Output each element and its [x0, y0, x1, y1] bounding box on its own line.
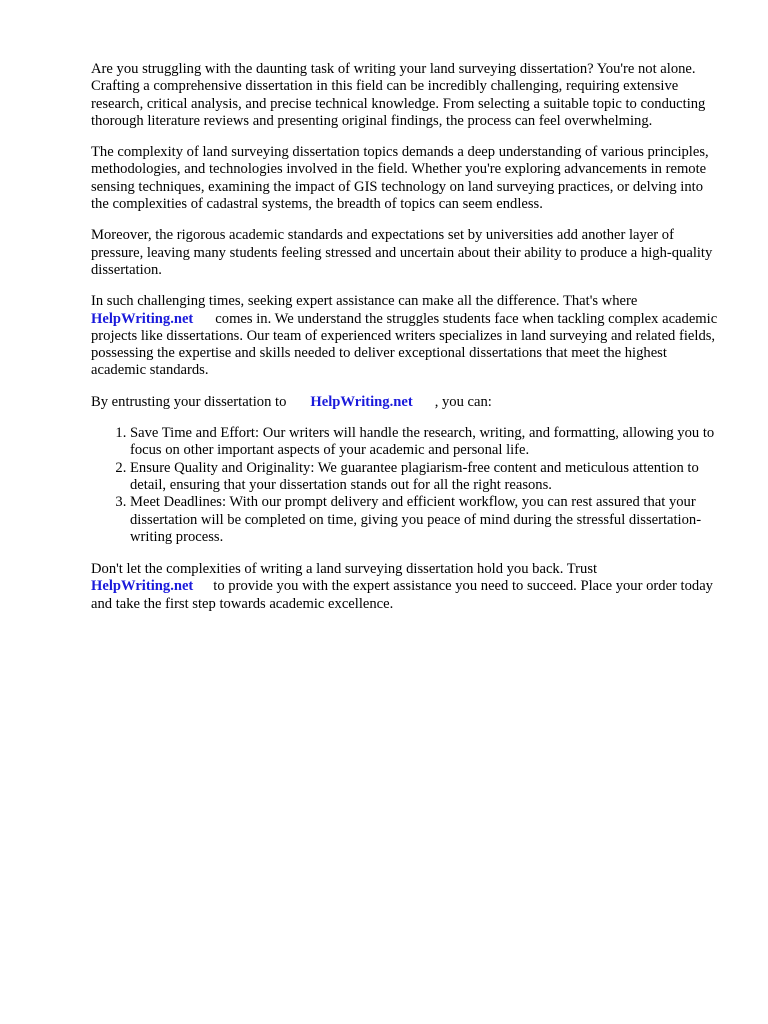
standards-paragraph: Moreover, the rigorous academic standards and expectations set by universities add another layer of pressure, leaving many students feeling stressed and uncertain about their ability to produce a high-quality dissertation. [91, 227, 713, 278]
closing-text-before: Don't let the complexities of writing a land surveying dissertation hold you back. Trust [91, 561, 598, 578]
helpwriting-link[interactable]: HelpWriting.net [310, 393, 413, 410]
benefit-item: 1. Save Time and Effort: Our writers will handle the research, writing, and formatting, allowing you to focus on other important aspects of your academic and personal life. [130, 425, 721, 460]
assistance-paragraph [91, 293, 721, 379]
benefit-item: 3. Meet Deadlines: With our prompt delivery and efficient workflow, you can rest assured that your dissertation will be completed on time, giving you peace of mind during the stressful dissertation-writing process. [130, 494, 721, 546]
helpwriting-link[interactable]: HelpWriting.net [91, 310, 194, 327]
helpwriting-link[interactable]: HelpWriting.net [91, 578, 194, 595]
complexity-paragraph: The complexity of land surveying dissertation topics demands a deep understanding of various principles, methodologies, and technologies involved in the field. Whether you're exploring advancements in remote sensing techniques, examining the impact of GIS technology on land surveying practices, or delving into the complexities of cadastral systems, the breadth of topics can seem endless. [91, 144, 709, 213]
intro-paragraph: Are you struggling with the daunting task of writing your land surveying dissertation? You're not alone. Crafting a comprehensive dissertation in this field can be incredibly challenging, requiring extensive research, critical analysis, and precise technical knowledge. From selecting a suitable topic to conducting thorough literature reviews and presenting original findings, the process can feel overwhelming. [91, 61, 706, 129]
benefit-item: 2. Ensure Quality and Originality: We guarantee plagiarism-free content and meticulous attention to detail, ensuring that your dissertation stands out for all the right reasons. [130, 460, 721, 495]
document-body [91, 61, 721, 627]
entrust-text-before: By entrusting your dissertation to [91, 393, 287, 410]
benefits-list [91, 425, 721, 546]
entrust-text-after: , you can: [434, 393, 492, 410]
closing-text-after: to provide you with the expert assistance you need to succeed. Place your order today and take the first step towards academic excellence. [91, 578, 713, 612]
entrust-paragraph [91, 394, 721, 411]
assistance-text-before: In such challenging times, seeking expert assistance can make all the difference. That's where [91, 293, 638, 310]
closing-paragraph [91, 561, 721, 613]
assistance-text-after: comes in. We understand the struggles students face when tackling complex academic projects like dissertations. Our team of experienced writers specializes in land surveying and related fields, possessing the expertise and skills needed to deliver exceptional dissertations that meet the highest academic standards. [91, 310, 718, 379]
